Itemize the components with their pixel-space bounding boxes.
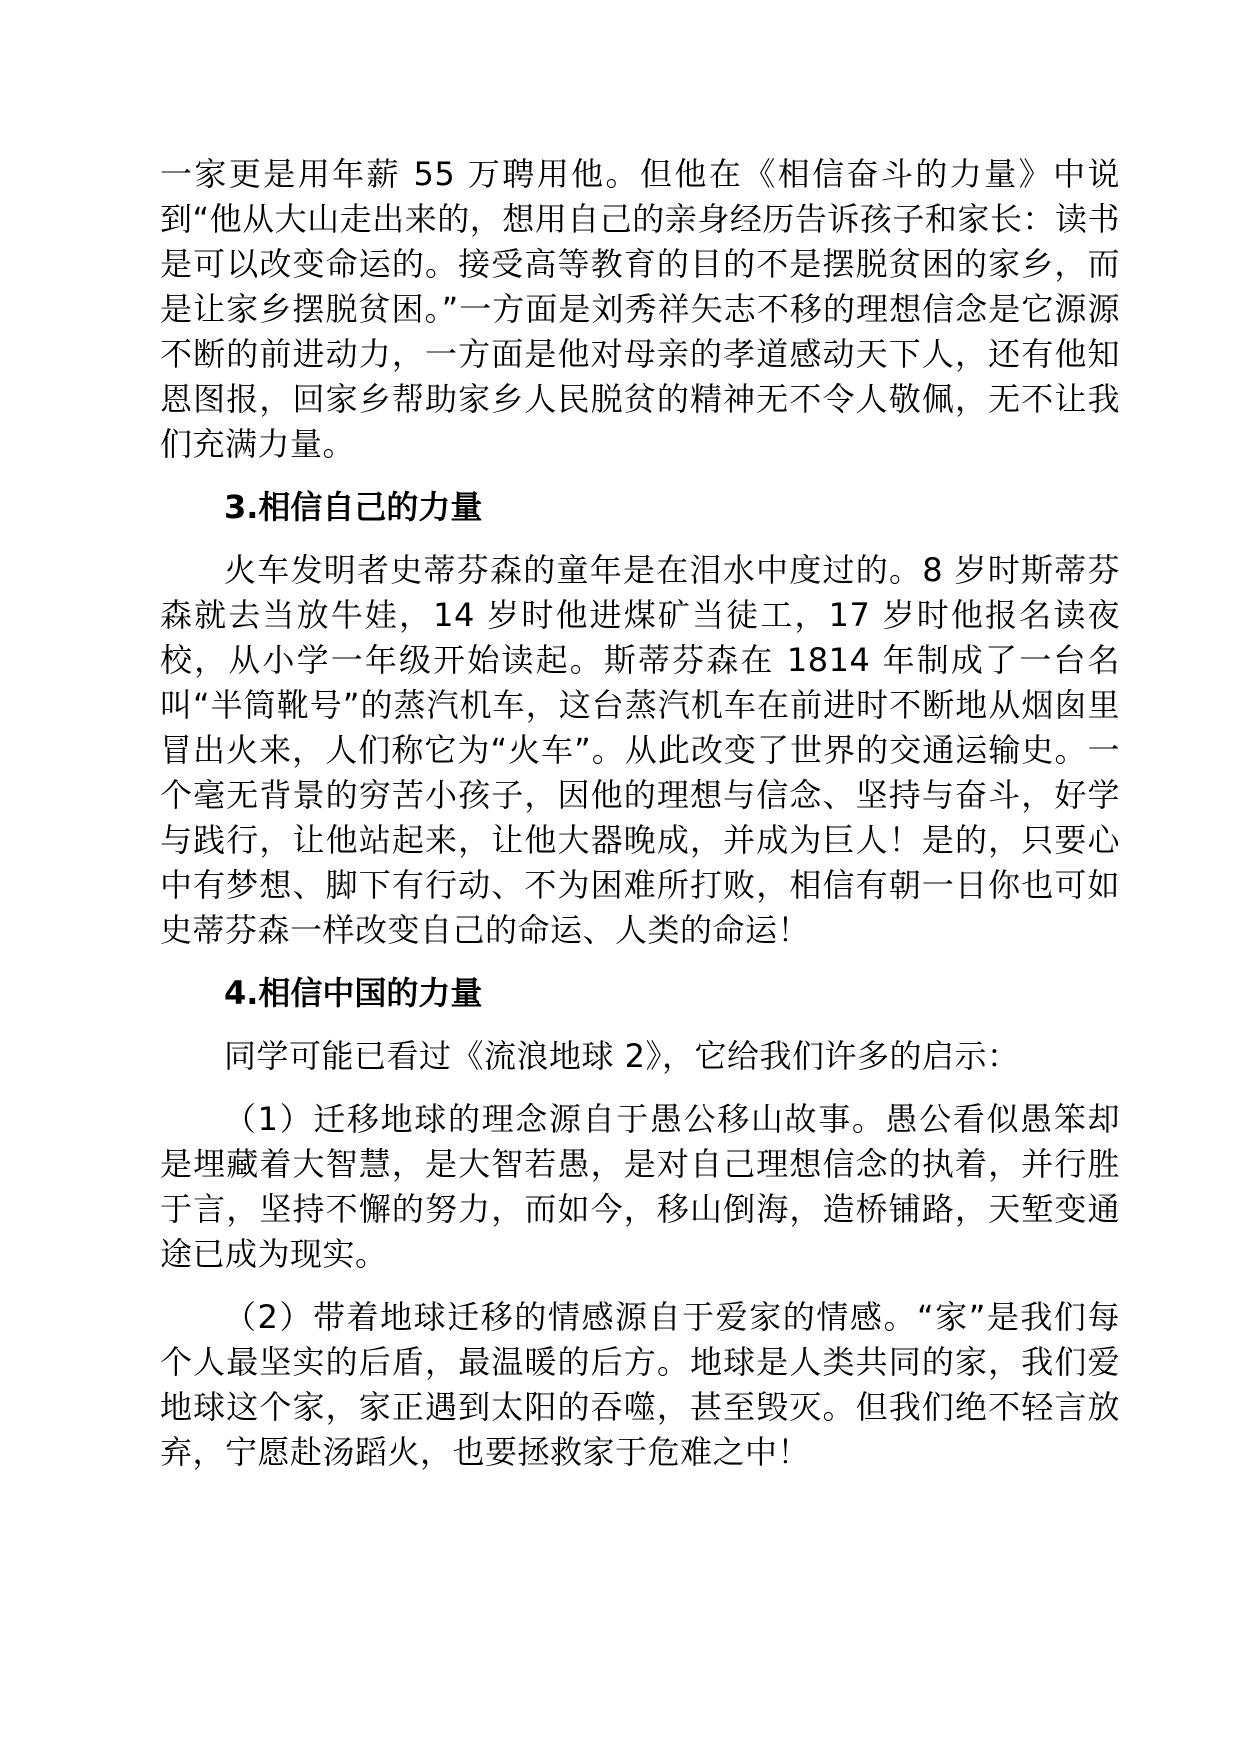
spacer [160,530,1120,548]
spacer [160,1277,1120,1295]
paragraph-liu-xiuxiang: 一家更是用年薪 55 万聘用他。但他在《相信奋斗的力量》中说到“他从大山走出来的，想用自己的亲身经历告诉孩子和家长：读书是可以改变命运的。接受高等教育的目的不是摆脱贫困的家乡，而是让家乡摆脱贫困。”一方面是刘秀祥矢志不移的理想信念是它源源不断的前进动力，一方面是他对母亲的孝道感动天下人，还有他知恩图报，回家乡帮助家乡人民脱贫的精神无不令人敬佩，无不让我们充满力量。 [160,155,1120,463]
spacer [160,1079,1120,1097]
spacer [160,467,1120,485]
heading-believe-in-self: 3.相信自己的力量 [224,488,483,526]
paragraph-wandering-earth: 同学可能已看过《流浪地球 2》，它给我们许多的启示： [224,1037,1020,1075]
spacer [160,1016,1120,1034]
heading-believe-in-china: 4.相信中国的力量 [224,974,483,1012]
document-page [160,152,1120,1475]
spacer [160,953,1120,971]
paragraph-stephenson: 火车发明者史蒂芬森的童年是在泪水中度过的。8 岁时斯蒂芬森就去当放牛娃，14 岁时他进煤矿当徒工，17 岁时他报名读夜校，从小学一年级开始读起。斯蒂芬森在 1814 年制成了一台名叫“半筒靴号”的蒸汽机车，这台蒸汽机车在前进时不断地从烟囱里冒出火来，人们称它为“火车”。从此改变了世界的交通运输史。一个毫无背景的穷苦小孩子，因他的理想与信念、坚持与奋斗，好学与践行，让他站起来，让他大器晚成，并成为巨人！是的，只要心中有梦想、脚下有行动、不为困难所打败，相信有朝一日你也可如史蒂芬森一样改变自己的命运、人类的命运！ [160,551,1120,949]
paragraph-point-1: （1）迁移地球的理念源自于愚公移山故事。愚公看似愚笨却是埋藏着大智慧，是大智若愚，是对自己理想信念的执着，并行胜于言，坚持不懈的努力，而如今，移山倒海，造桥铺路，天堑变通途已成为现实。 [160,1100,1120,1273]
paragraph-point-2: （2）带着地球迁移的情感源自于爱家的情感。“家”是我们每个人最坚实的后盾，最温暖的后方。地球是人类共同的家，我们爱地球这个家，家正遇到太阳的吞噬，甚至毁灭。但我们绝不轻言放弃，宁愿赴汤蹈火，也要拯救家于危难之中！ [160,1298,1120,1471]
